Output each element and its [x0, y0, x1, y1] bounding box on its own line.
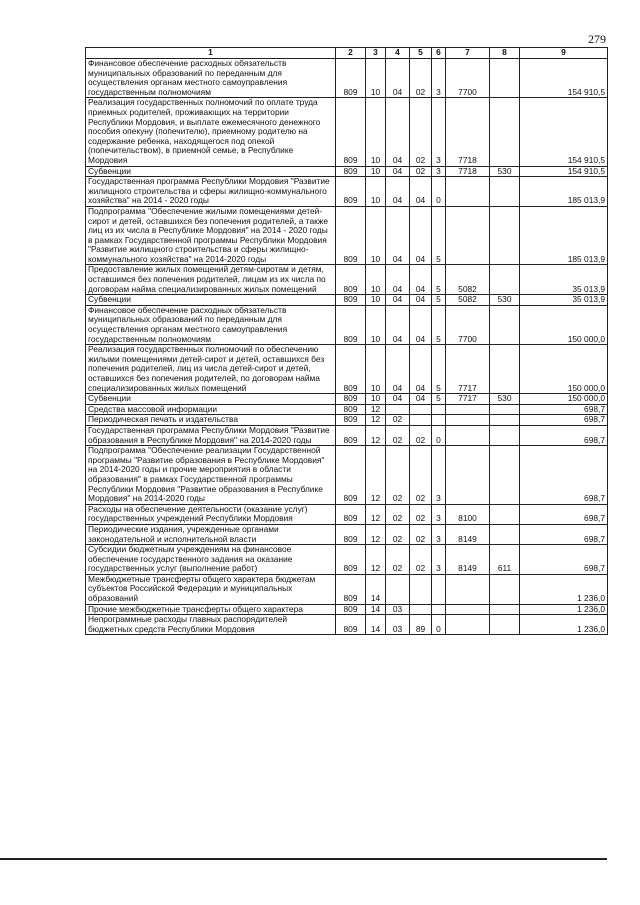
row-code-cell: 14: [366, 604, 386, 615]
table-row: [86, 305, 608, 344]
table-row: [86, 59, 608, 98]
table-row: [86, 415, 608, 426]
row-code-cell: 10: [366, 295, 386, 306]
table-header-row: [86, 48, 608, 59]
row-name-cell: Периодические издания, учрежденные органами законодательной и исполнительной власти: [86, 524, 336, 544]
column-header: 7: [446, 48, 490, 59]
table-row: [86, 166, 608, 177]
row-code-cell: 04: [410, 177, 432, 207]
row-code-cell: 04: [386, 265, 410, 295]
row-code-cell: 809: [336, 545, 366, 575]
row-code-cell: 7700: [446, 305, 490, 344]
row-code-cell: [490, 177, 520, 207]
row-code-cell: 5: [432, 394, 446, 405]
row-code-cell: 12: [366, 545, 386, 575]
row-code-cell: 3: [432, 524, 446, 544]
table-row: [86, 345, 608, 394]
row-code-cell: 7718: [446, 98, 490, 166]
row-code-cell: 809: [336, 98, 366, 166]
table-row: [86, 295, 608, 306]
row-code-cell: 02: [410, 504, 432, 524]
row-amount-cell: 185 013,9: [520, 177, 608, 207]
table-row: [86, 177, 608, 207]
row-code-cell: 04: [410, 305, 432, 344]
row-code-cell: 530: [490, 166, 520, 177]
row-code-cell: 3: [432, 98, 446, 166]
row-code-cell: 02: [410, 166, 432, 177]
row-code-cell: [490, 524, 520, 544]
row-code-cell: [446, 415, 490, 426]
row-amount-cell: 150 000,0: [520, 394, 608, 405]
row-code-cell: 04: [386, 394, 410, 405]
row-code-cell: 14: [366, 615, 386, 635]
row-name-cell: Финансовое обеспечение расходных обязательств муниципальных образований по переданным для осуществления органам местного самоуправления государственным полномочиям: [86, 305, 336, 344]
row-code-cell: 530: [490, 394, 520, 405]
row-amount-cell: 185 013,9: [520, 206, 608, 265]
row-code-cell: [446, 177, 490, 207]
row-code-cell: 10: [366, 98, 386, 166]
row-name-cell: Расходы на обеспечение деятельности (оказание услуг) государственных учреждений Республики Мордовия: [86, 504, 336, 524]
row-code-cell: 04: [386, 295, 410, 306]
row-code-cell: 02: [386, 425, 410, 445]
row-code-cell: [446, 615, 490, 635]
row-code-cell: 10: [366, 177, 386, 207]
row-code-cell: 03: [386, 615, 410, 635]
column-header: 5: [410, 48, 432, 59]
row-name-cell: Финансовое обеспечение расходных обязательств муниципальных образований по переданным для осуществления органам местного самоуправления государственным полномочиям: [86, 59, 336, 98]
column-header: 8: [490, 48, 520, 59]
row-code-cell: [446, 206, 490, 265]
table-row: [86, 524, 608, 544]
row-code-cell: 04: [410, 295, 432, 306]
row-code-cell: [490, 206, 520, 265]
row-code-cell: 809: [336, 265, 366, 295]
row-code-cell: 3: [432, 59, 446, 98]
row-amount-cell: 698,7: [520, 446, 608, 505]
row-code-cell: 04: [410, 394, 432, 405]
row-code-cell: 04: [410, 265, 432, 295]
footer-divider: [0, 858, 607, 860]
row-code-cell: 02: [386, 446, 410, 505]
row-code-cell: 10: [366, 206, 386, 265]
row-name-cell: Подпрограмма "Обеспечение реализации Государственной программы "Развитие образования в Республике Мордовия" на 2014-2020 годы и прочие мероприятия в области образования" в рамках Государственной программы Республики Мордовия "Развитие образования в Республике Мордовия" на 2014-2020 годы: [86, 446, 336, 505]
row-code-cell: 809: [336, 166, 366, 177]
row-amount-cell: 698,7: [520, 404, 608, 415]
row-code-cell: 04: [386, 177, 410, 207]
row-code-cell: 8149: [446, 545, 490, 575]
row-code-cell: [432, 404, 446, 415]
row-code-cell: 12: [366, 524, 386, 544]
row-code-cell: 12: [366, 504, 386, 524]
row-code-cell: 611: [490, 545, 520, 575]
row-code-cell: 12: [366, 425, 386, 445]
row-code-cell: 809: [336, 524, 366, 544]
row-name-cell: Субвенции: [86, 166, 336, 177]
row-amount-cell: 698,7: [520, 415, 608, 426]
row-code-cell: 809: [336, 305, 366, 344]
row-code-cell: 7700: [446, 59, 490, 98]
row-code-cell: 89: [410, 615, 432, 635]
row-code-cell: 0: [432, 425, 446, 445]
column-header: 6: [432, 48, 446, 59]
row-code-cell: 04: [386, 59, 410, 98]
row-code-cell: 5: [432, 265, 446, 295]
row-code-cell: [432, 415, 446, 426]
row-name-cell: Реализация государственных полномочий по обеспечению жилыми помещениями детей-сирот и детей, оставшихся без попечения родителей, лиц из числа детей-сирот и детей, оставшихся без попечения родителей, по договорам найма специализированных жилых помещений: [86, 345, 336, 394]
row-code-cell: 5: [432, 295, 446, 306]
row-code-cell: 8149: [446, 524, 490, 544]
row-code-cell: [490, 415, 520, 426]
row-code-cell: [410, 604, 432, 615]
table-row: [86, 404, 608, 415]
row-amount-cell: 698,7: [520, 545, 608, 575]
table-row: [86, 446, 608, 505]
row-code-cell: [446, 446, 490, 505]
row-code-cell: 809: [336, 177, 366, 207]
row-name-cell: Средства массовой информации: [86, 404, 336, 415]
row-name-cell: Субсидии бюджетным учреждениям на финансовое обеспечение государственного задания на оказание государственных услуг (выполнение работ): [86, 545, 336, 575]
row-code-cell: 809: [336, 574, 366, 604]
row-code-cell: 3: [432, 504, 446, 524]
row-code-cell: 10: [366, 166, 386, 177]
row-name-cell: Субвенции: [86, 295, 336, 306]
row-code-cell: 5: [432, 345, 446, 394]
row-code-cell: 04: [410, 345, 432, 394]
row-code-cell: [432, 574, 446, 604]
budget-table: [85, 47, 608, 635]
row-amount-cell: 698,7: [520, 504, 608, 524]
row-code-cell: [490, 604, 520, 615]
row-code-cell: 02: [410, 545, 432, 575]
row-code-cell: 3: [432, 446, 446, 505]
row-code-cell: 10: [366, 265, 386, 295]
column-header: 3: [366, 48, 386, 59]
row-code-cell: 5082: [446, 265, 490, 295]
row-code-cell: 02: [410, 98, 432, 166]
row-code-cell: 02: [410, 524, 432, 544]
table-row: [86, 545, 608, 575]
row-code-cell: 02: [410, 59, 432, 98]
row-code-cell: [446, 404, 490, 415]
row-code-cell: 04: [386, 345, 410, 394]
row-code-cell: 809: [336, 295, 366, 306]
row-code-cell: [490, 265, 520, 295]
row-code-cell: 3: [432, 166, 446, 177]
row-amount-cell: 154 910,5: [520, 59, 608, 98]
row-amount-cell: 150 000,0: [520, 345, 608, 394]
row-code-cell: 02: [410, 446, 432, 505]
row-code-cell: 02: [386, 415, 410, 426]
row-name-cell: Непрограммные расходы главных распорядителей бюджетных средств Республики Мордовия: [86, 615, 336, 635]
row-code-cell: 809: [336, 394, 366, 405]
row-amount-cell: 1 236,0: [520, 615, 608, 635]
row-code-cell: 8100: [446, 504, 490, 524]
row-code-cell: 809: [336, 59, 366, 98]
row-code-cell: 12: [366, 404, 386, 415]
column-header: 2: [336, 48, 366, 59]
row-code-cell: [446, 574, 490, 604]
row-name-cell: Государственная программа Республики Мордовия "Развитие образования в Республике Мордовия" на 2014-2020 годы: [86, 425, 336, 445]
table-row: [86, 206, 608, 265]
row-code-cell: [490, 425, 520, 445]
column-header: 4: [386, 48, 410, 59]
row-code-cell: 02: [410, 425, 432, 445]
table-row: [86, 394, 608, 405]
row-code-cell: 809: [336, 446, 366, 505]
row-code-cell: 12: [366, 446, 386, 505]
row-code-cell: 12: [366, 415, 386, 426]
row-code-cell: [432, 604, 446, 615]
row-code-cell: 809: [336, 615, 366, 635]
row-code-cell: 10: [366, 394, 386, 405]
table-row: [86, 574, 608, 604]
row-code-cell: [490, 446, 520, 505]
row-amount-cell: 35 013,9: [520, 295, 608, 306]
row-code-cell: 10: [366, 305, 386, 344]
row-code-cell: 14: [366, 574, 386, 604]
page-number: 279: [588, 32, 606, 46]
row-name-cell: Государственная программа Республики Мордовия "Развитие жилищного строительства и сферы жилищно-коммунального хозяйства" на 2014 - 2020 годы: [86, 177, 336, 207]
row-name-cell: Подпрограмма "Обеспечение жилыми помещениями детей-сирот и детей, оставшихся без попечения родителей, а также лиц из их числа в Республике Мордовия" на 2014 - 2020 годы в рамках Государственной программы Республики Мордовия "Развитие жилищного строительства и сферы жилищно-коммунального хозяйства" на 2014-2020 годы: [86, 206, 336, 265]
row-code-cell: 5: [432, 305, 446, 344]
row-amount-cell: 698,7: [520, 425, 608, 445]
row-name-cell: Межбюджетные трансферты общего характера бюджетам субъектов Российской Федерации и муниципальных образований: [86, 574, 336, 604]
row-code-cell: 3: [432, 545, 446, 575]
row-name-cell: Предоставление жилых помещений детям-сиротам и детям, оставшимся без попечения родителей, лицам из их числа по договорам найма специализированных жилых помещений: [86, 265, 336, 295]
column-header: 1: [86, 48, 336, 59]
row-code-cell: [410, 574, 432, 604]
row-code-cell: 02: [386, 524, 410, 544]
row-code-cell: 04: [410, 206, 432, 265]
row-code-cell: 809: [336, 425, 366, 445]
row-amount-cell: 1 236,0: [520, 574, 608, 604]
row-code-cell: 809: [336, 345, 366, 394]
row-code-cell: 809: [336, 415, 366, 426]
row-code-cell: 0: [432, 615, 446, 635]
row-code-cell: 0: [432, 177, 446, 207]
row-code-cell: 530: [490, 295, 520, 306]
row-code-cell: [446, 604, 490, 615]
row-amount-cell: 154 910,5: [520, 98, 608, 166]
row-amount-cell: 154 910,5: [520, 166, 608, 177]
row-amount-cell: 1 236,0: [520, 604, 608, 615]
row-name-cell: Периодическая печать и издательства: [86, 415, 336, 426]
row-code-cell: 7717: [446, 394, 490, 405]
table-row: [86, 504, 608, 524]
row-code-cell: 02: [386, 545, 410, 575]
row-code-cell: [490, 305, 520, 344]
table-row: [86, 604, 608, 615]
table-row: [86, 265, 608, 295]
row-name-cell: Реализация государственных полномочий по оплате труда приемных родителей, проживающих на территории Республики Мордовия, и выплате ежемесячного денежного пособия опекуну (попечителю), приемному родителю на содержание ребенка, находящегося под опекой (попечительством), в приемной семье, в Республике Мордовия: [86, 98, 336, 166]
row-code-cell: 7717: [446, 345, 490, 394]
column-header: 9: [520, 48, 608, 59]
row-code-cell: 809: [336, 206, 366, 265]
row-code-cell: 03: [386, 604, 410, 615]
row-code-cell: 10: [366, 59, 386, 98]
row-code-cell: [490, 615, 520, 635]
row-code-cell: [410, 415, 432, 426]
row-code-cell: [490, 504, 520, 524]
row-code-cell: 5082: [446, 295, 490, 306]
table-row: [86, 425, 608, 445]
row-code-cell: [490, 574, 520, 604]
row-code-cell: 7718: [446, 166, 490, 177]
row-code-cell: 809: [336, 404, 366, 415]
row-code-cell: [446, 425, 490, 445]
table-row: [86, 615, 608, 635]
row-code-cell: [490, 404, 520, 415]
row-code-cell: 04: [386, 206, 410, 265]
row-code-cell: 809: [336, 604, 366, 615]
row-code-cell: [410, 404, 432, 415]
row-name-cell: Субвенции: [86, 394, 336, 405]
row-code-cell: 02: [386, 504, 410, 524]
row-code-cell: 809: [336, 504, 366, 524]
row-code-cell: [490, 345, 520, 394]
row-code-cell: [386, 574, 410, 604]
row-code-cell: 04: [386, 98, 410, 166]
row-name-cell: Прочие межбюджетные трансферты общего характера: [86, 604, 336, 615]
row-amount-cell: 698,7: [520, 524, 608, 544]
row-amount-cell: 35 013,9: [520, 265, 608, 295]
row-code-cell: 5: [432, 206, 446, 265]
row-code-cell: [490, 59, 520, 98]
table-row: [86, 98, 608, 166]
row-code-cell: 04: [386, 305, 410, 344]
row-code-cell: 04: [386, 166, 410, 177]
row-code-cell: [490, 98, 520, 166]
row-amount-cell: 150 000,0: [520, 305, 608, 344]
row-code-cell: [386, 404, 410, 415]
row-code-cell: 10: [366, 345, 386, 394]
